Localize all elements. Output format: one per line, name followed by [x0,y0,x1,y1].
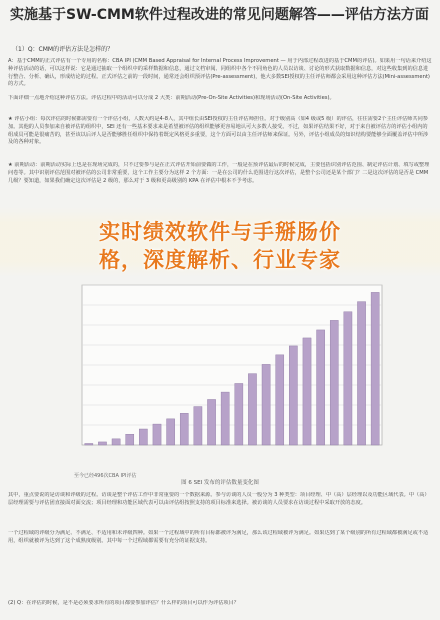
chart-bar [126,434,134,445]
chart-bar [153,424,161,445]
chart-bar [194,407,202,445]
paragraph-intro: A：基于CMM的正式评估有一个专用的名称：CBA IPI (CMM Based Appraisal for Internal Process Improvement — 用于内部过程改进的基于CMM的评估)。如果用一句话来介绍这种评估活动的话，可以这样说：它是通过抽取一个组织中的采样数据和信息，通过文档审阅、同组织中各个不同角色的人员以访谈、讨论的形式获取数据和信息，对这些收集到的信息进行整合、分析、确认，形成结论的过程。正式评估之前的一段时间，通常还会组织预评估(Pre-assessment)，他大多数SEI授权的主任评估师都会采用这种评估方法(Mini-assessment)的方式。 [8,58,432,88]
chart-bar [262,364,270,445]
chart-bar [289,346,297,445]
paragraph-activities: 下面详细一点地介绍这种评估方法。评估过程中的活动可以分成 2 大类：前期活动(Pre-On-Site Activities)和现场活动(On-Site Activities)。 [8,95,335,101]
banner-line-1: 实时绩效软件与手掰肠价 [99,221,341,244]
chart-bar [221,392,229,445]
document-title: 实施基于SW-CMM软件过程改进的常见问题解答——评估方法方面 [10,7,429,23]
chart-bar [112,439,120,445]
chart-bar [357,302,365,445]
paragraph-interview: 其中，重点要说的是访谈和评级的过程。访谈是整个评估工作中非常重要的一个数据来源。参与访谈的人员一般分为 3 种类型：项目经理、中（高）层经理以及功能区域代表。中（高）层经理需要与评估团直接面对面交流；项目经理和功能区域代表可以由评估组按照支持的项目标准来选择。被访谈的人员要求在访谈过程中采取开放的态度。 [8,492,430,506]
chart-bar [85,443,93,445]
paragraph-team: ★ 评估小组：每次评估的时候都需要有一个评估小组，人数大约是4-8人，其中组长由SEI授权的主任评估师担任。对于级别高（如4 级或5 级）的评估，往往需要2个主任评估师共同参加。其他的人员参加来自被评估的组织中，SEI 还有一些基本要求来是希望被评估的组织能够更容易地认可大多数人接受。不过，如果评估结果不好，对于来自被评估方的评估小组内的组成员可能是很痛苦的，甚至该以后评人是否能够胜任组织中保持着既定风格更多重要，这个方面可以由主任评估师来保证。另外，评估小组成员的知识结构要能够全面覆盖评估中所涉及的各种对象。 [8,116,429,146]
chart-note: 至今已经496次CBA IPI评估 [74,473,137,479]
paragraph-preactivities: ★ 前期活动：前期活动实际上也是在现场完成的，只不过要参与是在正式评估开始前要做的工作，一般是在预评估最后的时候完成，主要包括识别评估范围、制定评估计划、填写或整理问卷等。其中识别评估范围对被评估的公司非常重要，这个工作主要分为这样 2 个方面：一是在公司的什么范围进行这次评估，是整个公司还是某个部门？二是这次评估的是否是 CMM 几级？要知道，如果我们确定这次评估是 2 级的，那么对于 3 级和更高级别的 KPA 在评估中根本不予考虑。 [8,162,430,184]
chart-bar [180,413,188,445]
chart-bar [317,330,325,445]
chart-bar [98,442,106,445]
paragraph-question2: (2) Q：在评估的时候，是不是必须要求所有的项目都要参加评估？什么样的项目可以作为评估项目？ [8,600,239,606]
chart-bar [235,383,243,445]
chart-bar [207,399,215,445]
chart-bar [139,429,147,445]
chart-bar [248,374,256,445]
chart-bar [371,292,379,445]
chart-bar [330,320,338,445]
assessment-chart [62,280,392,470]
paragraph-rating: 一个过程域的评级分为满足、不满足、不适用和未评级四种。如果一个过程域中的所有目标都被评为满足，那么该过程域被评为满足。如果达到了某个级别的所有过程域都被满足或不适用，组织就被评为达到了这个成熟度级别。其中每一个过程域都需要有充分的证据支持。 [8,530,429,544]
chart-bar [167,419,175,445]
chart-caption: 图 6 SEI 发布的评估数量变化图 [181,480,259,486]
question-line: （1）Q：CMM的评估方法是怎样的？ [12,46,114,53]
chart-bar [344,312,352,445]
chart-bar [276,355,284,445]
banner-line-2: 格，深度解析、行业专家 [99,249,341,272]
chart-bar [303,338,311,445]
promo-banner[interactable] [0,207,440,277]
